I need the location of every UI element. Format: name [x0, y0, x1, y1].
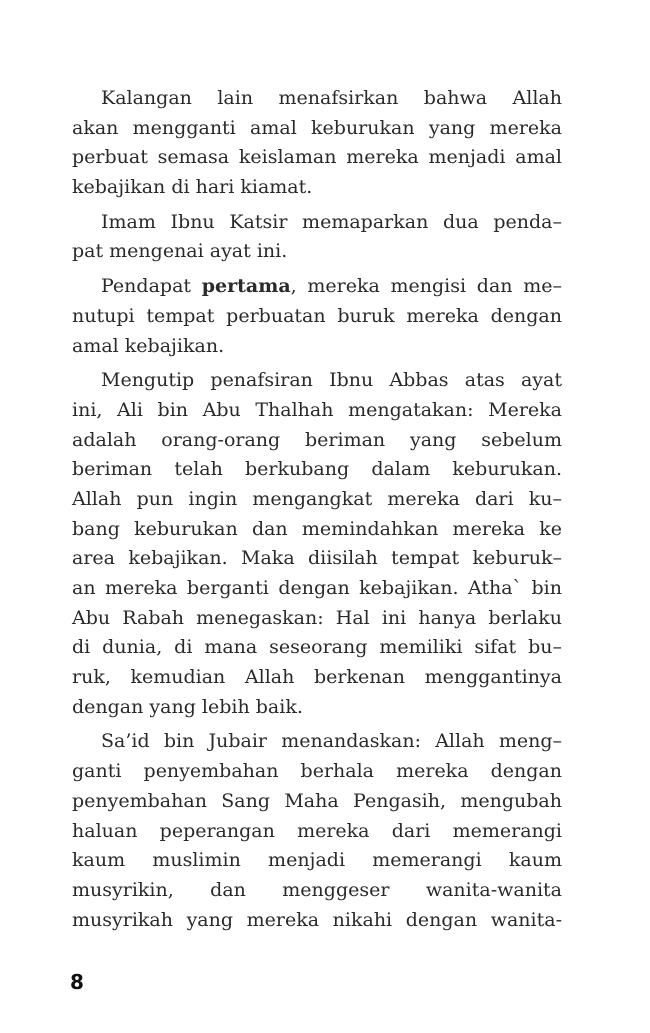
- text-line: an mereka berganti dengan kebajikan. Atha` bin: [72, 577, 562, 599]
- text-line: penyembahan Sang Maha Pengasih, mengubah: [72, 789, 562, 812]
- text-line: kebajikan di hari kiamat.: [72, 176, 313, 199]
- paragraph-5: [72, 727, 562, 935]
- paragraph-1: [72, 84, 562, 203]
- text-line: ini, Ali bin Abu Thalhah mengatakan: Mereka: [72, 398, 562, 421]
- text-line: beriman telah berkubang dalam keburukan.: [72, 458, 562, 481]
- text-line: nutupi tempat perbuatan buruk mereka dengan: [72, 304, 562, 327]
- paragraph-4: [72, 366, 562, 722]
- body-text: [72, 84, 562, 940]
- text-line: Abu Rabah menegaskan: Hal ini hanya berlaku: [72, 606, 562, 629]
- text-line: bang keburukan dan memindahkan mereka ke: [72, 517, 562, 540]
- text-run: Pendapat: [101, 275, 202, 298]
- emphasis-pertama: pertama: [201, 275, 291, 298]
- paragraph-3: [72, 272, 562, 361]
- text-line: perbuat semasa keislaman mereka menjadi amal: [72, 146, 562, 169]
- text-line: Mengutip penafsiran Ibnu Abbas atas ayat: [101, 369, 562, 392]
- text-line: area kebajikan. Maka diisilah tempat keburuk–: [72, 547, 562, 570]
- text-line: musyrikin, dan menggeser wanita-wanita: [72, 878, 562, 901]
- text-line: amal kebajikan.: [72, 334, 225, 357]
- text-line: ruk, kemudian Allah berkenan menggantinya: [72, 666, 562, 689]
- page-number: 8: [70, 970, 84, 994]
- text-line: haluan peperangan mereka dari memerangi: [72, 819, 562, 842]
- text-line: di dunia, di mana seseorang memiliki sifat bu–: [72, 636, 562, 659]
- text-line: dengan yang lebih baik.: [72, 695, 303, 718]
- text-line: akan mengganti amal keburukan yang mereka: [72, 116, 562, 139]
- text-line: Sa’id bin Jubair menandaskan: Allah meng–: [101, 730, 562, 753]
- text-line: Imam Ibnu Katsir memaparkan dua penda–: [101, 210, 562, 233]
- text-line: Allah pun ingin mengangkat mereka dari ku–: [72, 487, 562, 510]
- text-line: [72, 272, 562, 302]
- paragraph-2: [72, 208, 562, 267]
- text-line: Kalangan lain menafsirkan bahwa Allah: [101, 87, 562, 109]
- text-run: , mereka mengisi dan me–: [290, 275, 562, 298]
- text-line: adalah orang-orang beriman yang sebelum: [72, 428, 562, 451]
- text-line: kaum muslimin menjadi memerangi kaum: [72, 849, 562, 872]
- text-line: pat mengenai ayat ini.: [72, 240, 288, 263]
- text-line: ganti penyembahan berhala mereka dengan: [72, 760, 562, 783]
- text-line: musyrikah yang mereka nikahi dengan wanita-: [72, 908, 562, 931]
